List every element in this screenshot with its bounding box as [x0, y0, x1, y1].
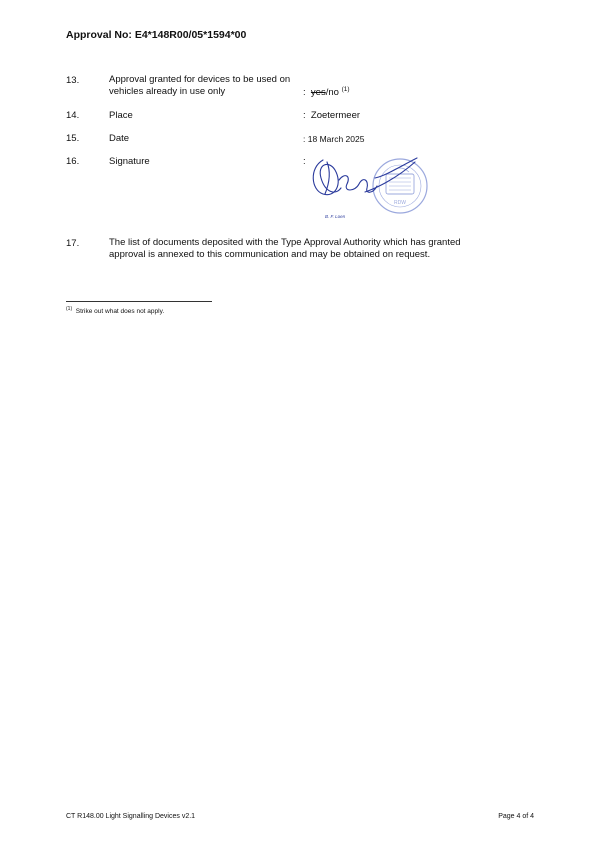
item-15-separator: : [303, 134, 306, 144]
footer-page-number: Page 4 of 4 [498, 813, 534, 820]
footnote [66, 306, 164, 315]
stamp-code: RDW [394, 200, 406, 206]
item-15-label: Date [109, 133, 130, 144]
item-17-number: 17. [66, 238, 80, 249]
item-15-number: 15. [66, 133, 80, 144]
footer-document-title: CT R148.00 Light Signalling Devices v2.1 [66, 813, 196, 820]
item-16-number: 16. [66, 156, 80, 167]
signature-stamp-graphic [305, 148, 435, 223]
item-14-separator: : [303, 110, 306, 121]
item-16-separator: : [303, 156, 306, 167]
item-17-label-line2: approval is annexed to this communication and may be obtained on request. [109, 249, 431, 260]
item-14-number: 14. [66, 110, 80, 121]
item-15-value [303, 134, 364, 144]
footnote-text: Strike out what does not apply. [75, 308, 165, 316]
item-13-value-struck: yes [310, 87, 326, 99]
signer-name: B. F. Loen [325, 214, 346, 219]
item-13-label [109, 74, 290, 98]
item-14-value [303, 110, 360, 121]
item-13-separator: : [303, 87, 306, 99]
item-17-label-line1: The list of documents deposited with the Type Approval Authority which has granted [109, 237, 461, 248]
item-16-label: Signature [109, 156, 150, 167]
item-13-value-rest: /no [325, 87, 339, 99]
item-17-label [109, 237, 461, 261]
item-13-number: 13. [66, 75, 80, 86]
item-14-label: Place [109, 110, 133, 121]
footnote-mark: (1) [66, 306, 73, 312]
footnote-divider [66, 301, 212, 302]
approval-number-heading: Approval No: E4*148R00/05*1594*00 [66, 29, 247, 41]
item-14-place: Zoetermeer [310, 110, 361, 121]
item-13-footnote-ref: (1) [341, 86, 350, 93]
item-13-value [303, 86, 350, 98]
item-13-label-line1: Approval granted for devices to be used on [109, 74, 291, 85]
item-15-date: 18 March 2025 [307, 134, 365, 144]
item-13-label-line2: vehicles already in use only [109, 86, 226, 97]
handwritten-signature [313, 158, 417, 195]
